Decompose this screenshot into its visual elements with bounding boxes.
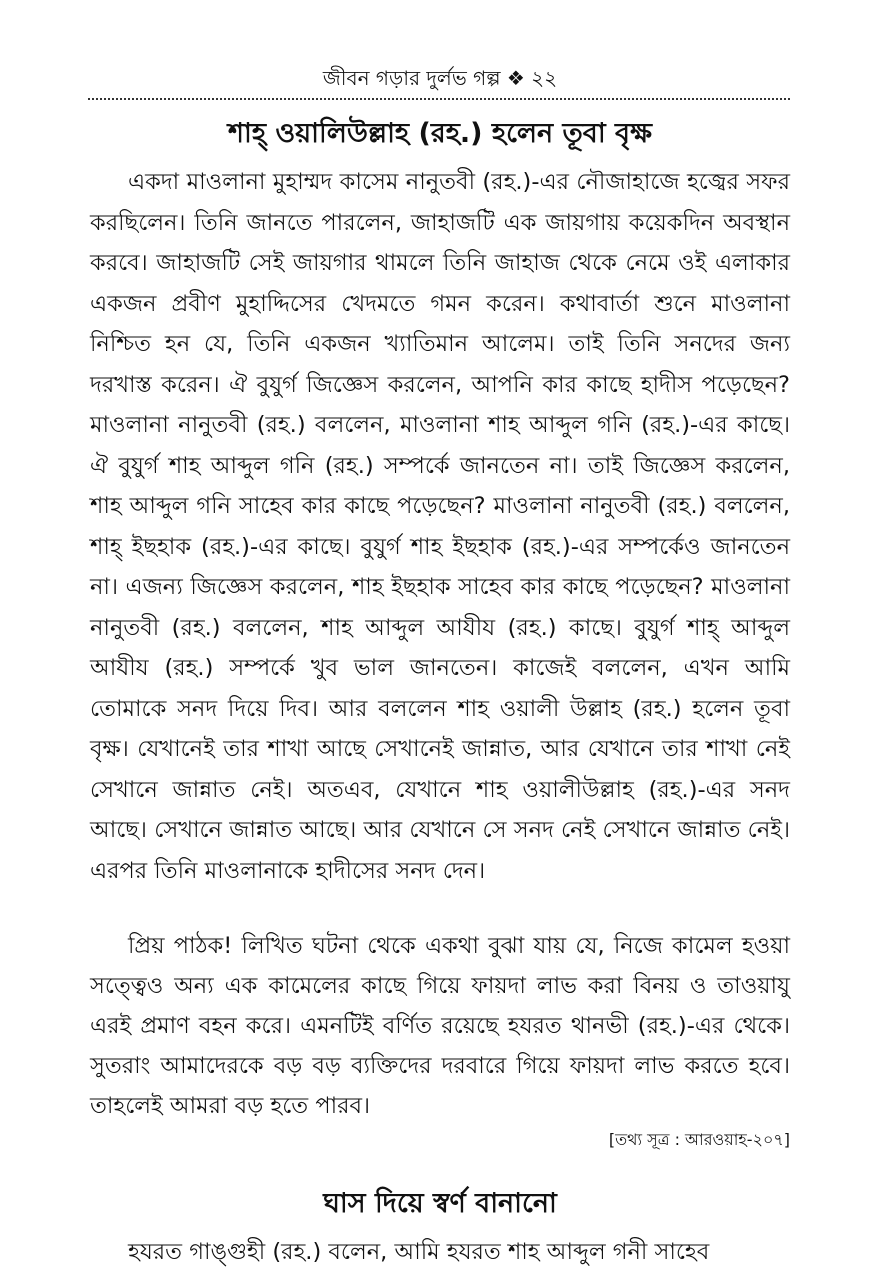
source-citation: [তথ্য সূত্র : আরওয়াহ-২০৭] [608,1130,790,1149]
next-story-paragraph: হযরত গাঙ্গুহী (রহ.) বলেন, আমি হযরত শাহ আব্দুল গনী সাহেব [128,1239,710,1265]
running-header: জীবন গড়ার দুর্লভ গল্প ❖ ২২ [322,66,558,90]
next-story-title: ঘাস দিয়ে স্বর্ণ বানানো [323,1188,557,1219]
story-paragraph: প্রিয় পাঠক! লিখিত ঘটনা থেকে একথা বুঝা যায় যে, নিজে কামেল হওয়া সত্ত্বেও অন্য এক কামেলের কাছে গিয়ে ফায়দা লাভ করা বিনয় ও তাওয়াযু এরই প্রমাণ বহন করে। এমনটিই বর্ণিত রয়েছে হযরত থানভী (রহ.)-এর থেকে। সুতরাং আমাদেরকে বড় বড় ব্যক্তিদের দরবারে গিয়ে ফায়দা লাভ করতে হবে। তাহলেই আমরা বড় হতে পারব। [90,933,790,1119]
header-dotted-rule [88,98,790,100]
story-paragraph: একদা মাওলানা মুহাম্মদ কাসেম নানুতবী (রহ.)-এর নৌজাহাজে হজ্বের সফর করছিলেন। তিনি জানতে পারলেন, জাহাজটি এক জায়গায় কয়েকদিন অবস্থান করবে। জাহাজটি সেই জায়গার থামলে তিনি জাহাজ থেকে নেমে ওই এলাকার একজন প্রবীণ মুহাদ্দিসের খেদমতে গমন করেন। কথাবার্তা শুনে মাওলানা নিশ্চিত হন যে, তিনি একজন খ্যাতিমান আলেম। তাই তিনি সনদের জন্য দরখাস্ত করেন। ঐ বুযুর্গ জিজ্ঞেস করলেন, আপনি কার কাছে হাদীস পড়েছেন? মাওলানা নানুতবী (রহ.) বললেন, মাওলানা শাহ আব্দুল গনি (রহ.)-এর কাছে। ঐ বুযুর্গ শাহ আব্দুল গনি (রহ.) সম্পর্কে জানতেন না। তাই জিজ্ঞেস করলেন, শাহ আব্দুল গনি সাহেব কার কাছে পড়েছেন? মাওলানা নানুতবী (রহ.) বললেন, শাহ্ ইছহাক (রহ.)-এর কাছে। বুযুর্গ শাহ ইছহাক (রহ.)-এর সম্পর্কেও জানতেন না। এজন্য জিজ্ঞেস করলেন, শাহ ইছহাক সাহেব কার কাছে পড়েছেন? মাওলানা নানুতবী (রহ.) বললেন, শাহ আব্দুল আযীয (রহ.) কাছে। বুযুর্গ শাহ্ আব্দুল আযীয (রহ.) সম্পর্কে খুব ভাল জানতেন। কাজেই বললেন, এখন আমি তোমাকে সনদ দিয়ে দিব। আর বললেন শাহ ওয়ালী উল্লাহ (রহ.) হলেন তূবা বৃক্ষ। যেখানেই তার শাখা আছে সেখানেই জান্নাত, আর যেখানে তার শাখা নেই সেখানে জান্নাত নেই। অতএব, যেখানে শাহ ওয়ালীউল্লাহ (রহ.)-এর সনদ আছে। সেখানে জান্নাত আছে। আর যেখানে সে সনদ নেই সেখানে জান্নাত নেই। এরপর তিনি মাওলানাকে হাদীসের সনদ দেন। [90,169,790,884]
story-title: শাহ্ ওয়ালিউল্লাহ (রহ.) হলেন তূবা বৃক্ষ [228,118,652,149]
